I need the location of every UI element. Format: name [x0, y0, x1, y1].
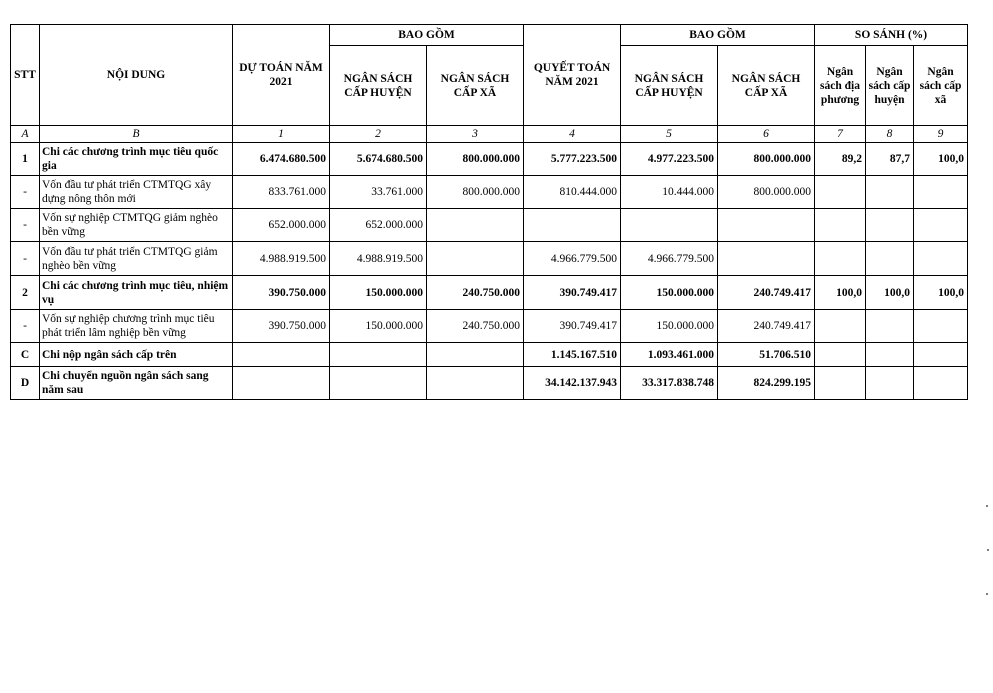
header-ns-huyen-2: NGÂN SÁCH CẤP HUYỆN: [621, 46, 718, 126]
table-row: [11, 343, 968, 367]
table-row: [11, 242, 968, 276]
du-toan-huyen-cell: 150.000.000: [330, 276, 427, 310]
du-toan-xa-cell: [427, 367, 524, 400]
quyet-toan-cell: 390.749.417: [524, 276, 621, 310]
quyet-toan-cell: 390.749.417: [524, 310, 621, 343]
quyet-toan-huyen-cell: 10.444.000: [621, 176, 718, 209]
quyet-toan-cell: [524, 209, 621, 242]
ss-xa-cell: [914, 242, 968, 276]
ss-huyen-cell: [866, 176, 914, 209]
stt-cell: -: [11, 310, 40, 343]
ss-huyen-cell: [866, 310, 914, 343]
quyet-toan-huyen-cell: 150.000.000: [621, 276, 718, 310]
du-toan-xa-cell: 800.000.000: [427, 143, 524, 176]
stt-cell: D: [11, 367, 40, 400]
du-toan-cell: 390.750.000: [233, 276, 330, 310]
content-cell: Vốn đầu tư phát triển CTMTQG giảm nghèo bền vững: [40, 242, 233, 276]
quyet-toan-huyen-cell: [621, 209, 718, 242]
ss-dia-phuong-cell: [815, 209, 866, 242]
index-cell: 9: [914, 126, 968, 143]
quyet-toan-xa-cell: [718, 242, 815, 276]
du-toan-cell: [233, 343, 330, 367]
du-toan-huyen-cell: 33.761.000: [330, 176, 427, 209]
ss-dia-phuong-cell: [815, 310, 866, 343]
du-toan-xa-cell: 800.000.000: [427, 176, 524, 209]
index-cell: 5: [621, 126, 718, 143]
header-so-sanh: SO SÁNH (%): [815, 25, 968, 46]
ss-huyen-cell: [866, 209, 914, 242]
ss-xa-cell: [914, 343, 968, 367]
du-toan-xa-cell: [427, 242, 524, 276]
ss-xa-cell: [914, 209, 968, 242]
table-row: [11, 176, 968, 209]
header-bao-gom-1: BAO GỒM: [330, 25, 524, 46]
stt-cell: C: [11, 343, 40, 367]
content-cell: Vốn sự nghiệp chương trình mục tiêu phát triển lâm nghiệp bền vững: [40, 310, 233, 343]
quyet-toan-xa-cell: 800.000.000: [718, 176, 815, 209]
quyet-toan-huyen-cell: 1.093.461.000: [621, 343, 718, 367]
header-bao-gom-2: BAO GỒM: [621, 25, 815, 46]
quyet-toan-xa-cell: 240.749.417: [718, 276, 815, 310]
du-toan-huyen-cell: 4.988.919.500: [330, 242, 427, 276]
ss-huyen-cell: [866, 242, 914, 276]
index-cell: 2: [330, 126, 427, 143]
scan-speck: [987, 549, 989, 551]
du-toan-xa-cell: [427, 209, 524, 242]
index-cell: 1: [233, 126, 330, 143]
table-row: [11, 310, 968, 343]
header-ns-xa-2: NGÂN SÁCH CẤP XÃ: [718, 46, 815, 126]
quyet-toan-huyen-cell: 33.317.838.748: [621, 367, 718, 400]
du-toan-huyen-cell: [330, 367, 427, 400]
quyet-toan-xa-cell: 800.000.000: [718, 143, 815, 176]
du-toan-cell: 652.000.000: [233, 209, 330, 242]
quyet-toan-cell: 5.777.223.500: [524, 143, 621, 176]
index-cell: 6: [718, 126, 815, 143]
du-toan-cell: 390.750.000: [233, 310, 330, 343]
table-row: [11, 276, 968, 310]
du-toan-huyen-cell: 5.674.680.500: [330, 143, 427, 176]
quyet-toan-cell: 34.142.137.943: [524, 367, 621, 400]
stt-cell: -: [11, 209, 40, 242]
du-toan-xa-cell: 240.750.000: [427, 310, 524, 343]
budget-table: [10, 24, 968, 400]
table-row: [11, 367, 968, 400]
du-toan-cell: 4.988.919.500: [233, 242, 330, 276]
du-toan-cell: 833.761.000: [233, 176, 330, 209]
content-cell: Vốn đầu tư phát triển CTMTQG xây dựng nông thôn mới: [40, 176, 233, 209]
index-cell: 7: [815, 126, 866, 143]
ss-huyen-cell: 87,7: [866, 143, 914, 176]
du-toan-xa-cell: [427, 343, 524, 367]
content-cell: Chi chuyển nguồn ngân sách sang năm sau: [40, 367, 233, 400]
scan-speck: [986, 593, 988, 595]
stt-cell: 1: [11, 143, 40, 176]
header-ss-huyen: Ngân sách cấp huyện: [866, 46, 914, 126]
ss-xa-cell: 100,0: [914, 276, 968, 310]
ss-huyen-cell: [866, 343, 914, 367]
ss-dia-phuong-cell: 100,0: [815, 276, 866, 310]
stt-cell: 2: [11, 276, 40, 310]
ss-huyen-cell: [866, 367, 914, 400]
du-toan-huyen-cell: 652.000.000: [330, 209, 427, 242]
content-cell: Chi các chương trình mục tiêu, nhiệm vụ: [40, 276, 233, 310]
du-toan-huyen-cell: [330, 343, 427, 367]
stt-cell: -: [11, 176, 40, 209]
ss-xa-cell: [914, 310, 968, 343]
ss-dia-phuong-cell: [815, 367, 866, 400]
ss-xa-cell: [914, 176, 968, 209]
quyet-toan-huyen-cell: 150.000.000: [621, 310, 718, 343]
quyet-toan-xa-cell: 51.706.510: [718, 343, 815, 367]
quyet-toan-huyen-cell: 4.966.779.500: [621, 242, 718, 276]
du-toan-cell: [233, 367, 330, 400]
content-cell: Vốn sự nghiệp CTMTQG giảm nghèo bền vững: [40, 209, 233, 242]
du-toan-xa-cell: 240.750.000: [427, 276, 524, 310]
index-cell: A: [11, 126, 40, 143]
content-cell: Chi các chương trình mục tiêu quốc gia: [40, 143, 233, 176]
stt-cell: -: [11, 242, 40, 276]
table-row: [11, 143, 968, 176]
quyet-toan-huyen-cell: 4.977.223.500: [621, 143, 718, 176]
header-ns-huyen-1: NGÂN SÁCH CẤP HUYỆN: [330, 46, 427, 126]
du-toan-huyen-cell: 150.000.000: [330, 310, 427, 343]
ss-dia-phuong-cell: 89,2: [815, 143, 866, 176]
ss-xa-cell: [914, 367, 968, 400]
quyet-toan-cell: 1.145.167.510: [524, 343, 621, 367]
header-noi-dung: NỘI DUNG: [40, 25, 233, 126]
ss-huyen-cell: 100,0: [866, 276, 914, 310]
index-cell: 4: [524, 126, 621, 143]
table-row: [11, 209, 968, 242]
header-quyet-toan: QUYẾT TOÁN NĂM 2021: [524, 25, 621, 126]
ss-dia-phuong-cell: [815, 242, 866, 276]
index-cell: 3: [427, 126, 524, 143]
quyet-toan-xa-cell: 824.299.195: [718, 367, 815, 400]
header-ss-dia-phuong: Ngân sách địa phương: [815, 46, 866, 126]
header-ns-xa-1: NGÂN SÁCH CẤP XÃ: [427, 46, 524, 126]
du-toan-cell: 6.474.680.500: [233, 143, 330, 176]
ss-dia-phuong-cell: [815, 343, 866, 367]
index-cell: 8: [866, 126, 914, 143]
quyet-toan-xa-cell: [718, 209, 815, 242]
quyet-toan-cell: 810.444.000: [524, 176, 621, 209]
header-stt: STT: [11, 25, 40, 126]
ss-dia-phuong-cell: [815, 176, 866, 209]
index-cell: B: [40, 126, 233, 143]
quyet-toan-xa-cell: 240.749.417: [718, 310, 815, 343]
content-cell: Chi nộp ngân sách cấp trên: [40, 343, 233, 367]
header-ss-xa: Ngân sách cấp xã: [914, 46, 968, 126]
scan-speck: [986, 505, 988, 507]
quyet-toan-cell: 4.966.779.500: [524, 242, 621, 276]
ss-xa-cell: 100,0: [914, 143, 968, 176]
index-row: [11, 126, 968, 143]
header-du-toan: DỰ TOÁN NĂM 2021: [233, 25, 330, 126]
